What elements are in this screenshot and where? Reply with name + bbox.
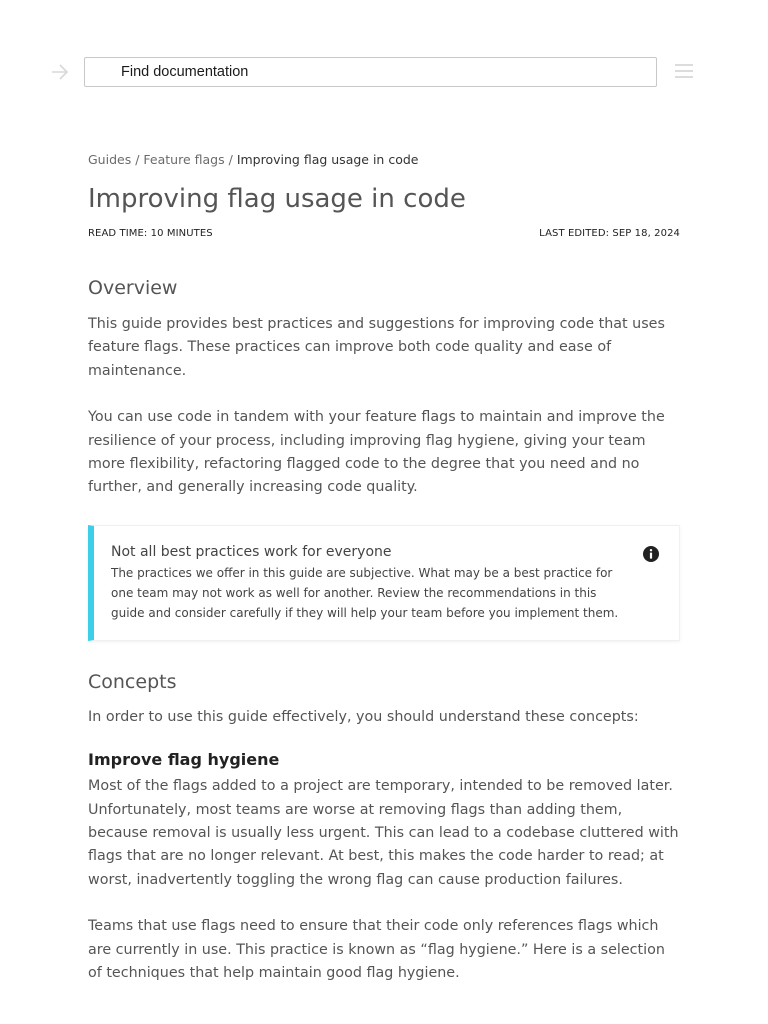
flag-hygiene-heading: Improve flag hygiene (88, 750, 280, 770)
breadcrumb-feature-flags[interactable]: Feature flags (143, 152, 225, 167)
arrow-right-icon[interactable] (48, 60, 72, 84)
article (88, 150, 680, 986)
callout-title: Not all best practices work for everyone (111, 543, 392, 560)
overview-paragraph-1: This guide provides best practices and suggestions for improving code that uses feature flags. These practices can improve both code quality and ease of maintenance. (88, 316, 665, 379)
breadcrumb-separator: / (228, 152, 233, 167)
hamburger-menu-icon[interactable] (675, 64, 693, 78)
flag-hygiene-paragraph-1: Most of the flags added to a project are temporary, intended to be removed later. Unfortunately, most teams are worse at removing flags than adding them, because removal is usually less urgent. This can lead to a codebase cluttered with flags that are no longer relevant. At best, this makes the code harder to read; at worst, inadvertently toggling the wrong flag can cause production failures. (88, 778, 679, 888)
concepts-intro: In order to use this guide effectively, you should understand these concepts: (88, 708, 639, 725)
last-edited: LAST EDITED: SEP 18, 2024 (539, 228, 680, 239)
overview-heading: Overview (88, 277, 178, 299)
breadcrumb (88, 150, 680, 170)
search-input[interactable] (85, 58, 656, 86)
breadcrumb-separator: / (135, 152, 140, 167)
overview-paragraph-2: You can use code in tandem with your feature flags to maintain and improve the resilience of your process, including improving flag hygiene, giving your team more flexibility, refactoring flagged code to the degree that you need and no further, and generally increasing code quality. (88, 409, 665, 496)
read-time: READ TIME: 10 MINUTES (88, 228, 213, 239)
page-title: Improving flag usage in code (88, 184, 466, 214)
top-bar (0, 0, 768, 140)
info-circle-icon (642, 545, 660, 563)
search-box[interactable] (84, 57, 657, 87)
concepts-heading: Concepts (88, 670, 177, 693)
info-callout (88, 525, 680, 641)
breadcrumb-guides[interactable]: Guides (88, 152, 132, 167)
flag-hygiene-paragraph-2: Teams that use flags need to ensure that their code only references flags which are currently in use. This practice is known as “flag hygiene.” Here is a selection of techniques that help maintain good flag hygiene. (88, 918, 665, 982)
article-meta (88, 228, 680, 239)
breadcrumb-current: Improving flag usage in code (236, 152, 419, 167)
callout-body: The practices we offer in this guide are subjective. What may be a best practice for one team may not work as well for another. Review the recommendations in this guide and consider carefully if they will help your team before you implement them. (111, 565, 619, 620)
